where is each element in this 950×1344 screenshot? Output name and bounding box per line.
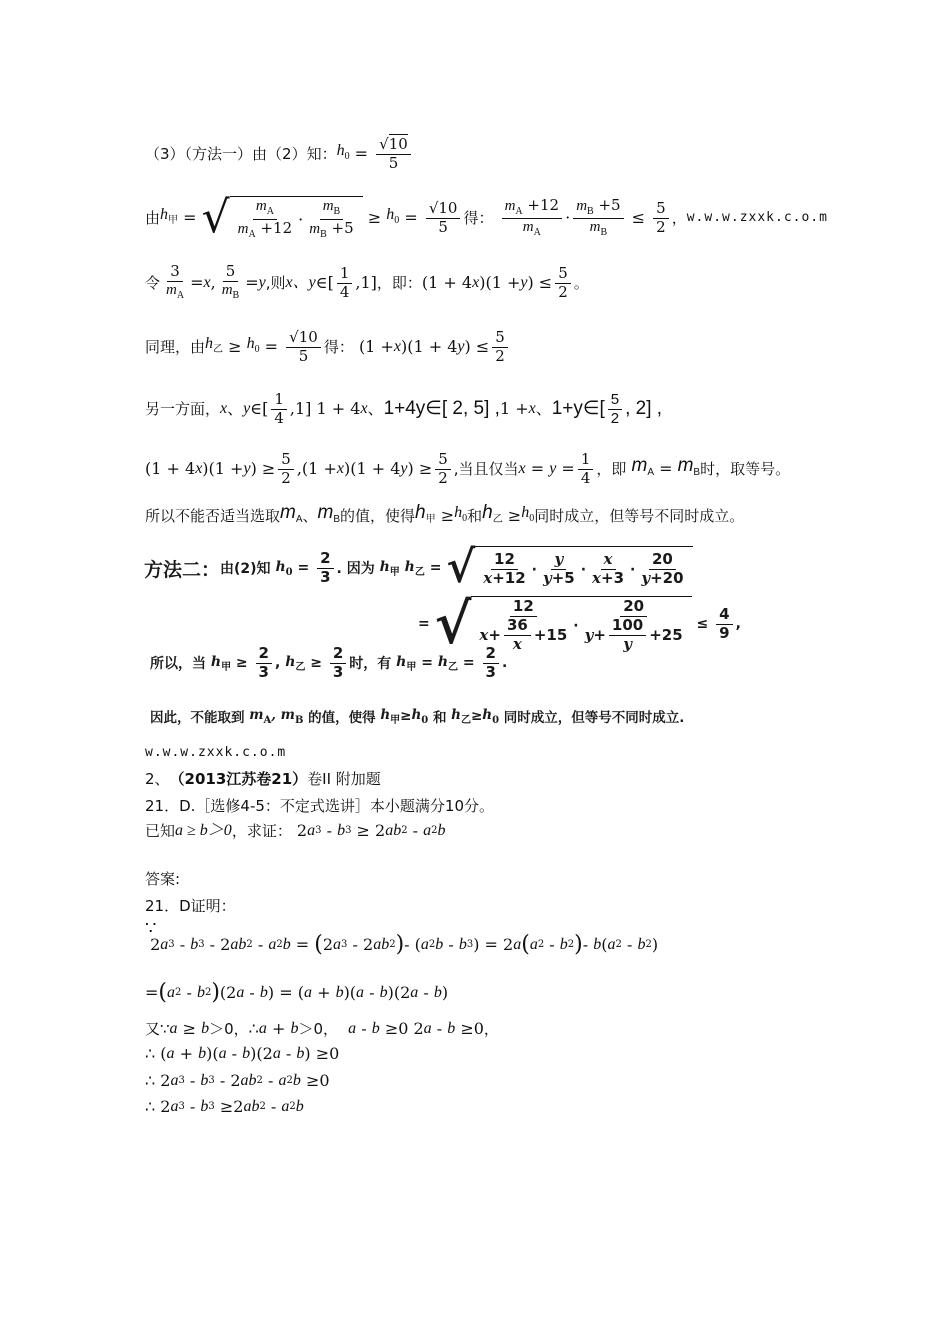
part3-line-3: 令 $\frac{3}{m_A}$ = x , $\frac{5}{m_B}$ = y ,则 x、y ∈[ $\frac{1}{4}$ ,1] ，即： (1 + 4 x )(1 + y ) ≤ $\frac{5}{2}$ 。	[145, 262, 589, 302]
sqrt10-over-5: $\frac{√10}{5}$	[376, 137, 411, 172]
answer-label: 答案:	[145, 870, 181, 888]
q21-given: 已知 a ≥ b＞0 ，求证： 2 a 3 - b 3 ≥ 2 ab 2 - a 2 b	[145, 821, 446, 840]
part3-line-2: 由 $h_甲$ = √ $\frac{m_A}{m_A +12}$ · $\frac{m_B}{m_B +5}$ ≥ $h_0$ = $\frac{√10}{5}$ 得： $\frac{m_A +12}{m_A}$ · $\frac{m_B +5}{m_B}$ ≤ $\frac{5}{2}$ ， w.w.w.zxxk.c.o.m	[145, 192, 828, 243]
proof-line-1: 2 a 3 - b 3 - 2 ab 2 - a 2 b = ( 2 a 3 - 2 ab 2 ) - ( a 2 b - b 3 ) = 2 a ( a 2 - b 2 ) - b ( a 2 - b 2 )	[145, 932, 659, 957]
proof-because: ∵	[145, 918, 157, 939]
proof-line-2: = ( a 2 - b 2 ) (2 a - b ) = ( a + b )( a - b )(2 a - b )	[145, 980, 449, 1005]
h0-symbol: $h_0$	[336, 142, 350, 162]
proof-label: 21．D证明：	[145, 897, 236, 915]
part3-intro-line: （3）（方法一）由（2）知： $h_0$ = $\frac{√10}{5}$	[145, 132, 414, 176]
proof-line-3: 又∵ a ≥ b ＞0， ∴ a + b ＞0， a - b ≥0 2 a - b ≥0 ，	[145, 1019, 499, 1038]
watermark-1: w.w.w.zxxk.c.o.m	[686, 210, 828, 225]
part3-line-6: (1 + 4 x )(1 + y ) ≥ $\frac{5}{2}$ ,(1 + x )(1 + 4 y ) ≥ $\frac{5}{2}$ ,当且仅当 x = y = $\frac{1}{4}$ ，即 $m_A$ = $m_B$ 时，取等号。	[145, 449, 791, 487]
method2-line-3: 所以，当 $h_甲$ ≥ $\frac{2}{3}$ , $h_乙$ ≥ $\frac{2}{3}$ 时，有 $h_甲$ = $h_乙$ = $\frac{2}{3}$ .	[150, 644, 508, 681]
q2-heading: 2、 （2013江苏卷21） 卷II 附加题	[145, 770, 381, 788]
proof-line-5: ∴ 2 a 3 - b 3 - 2 ab 2 - a 2 b ≥0	[145, 1071, 330, 1090]
watermark-2-line	[145, 742, 286, 764]
part3-line-5: 另一方面， x 、 y ∈[ $\frac{1}{4}$ ,1] 1 + 4 x 、 1+4y∈[ 2, 5] , 1 + x 、 1+y∈[ $\frac{5}{2}$ , 2] ,	[145, 389, 663, 427]
q21-intro: 21．D.［选修4-5：不定式选讲］本小题满分10分。	[145, 797, 494, 815]
proof-line-4: ∴ ( a + b )( a - b )(2 a - b ) ≥0	[145, 1044, 340, 1063]
part3-line-4: 同理，由 $h_乙$ ≥ $h_0$ = $\frac{√10}{5}$ 得： (1 + x )(1 + 4 y ) ≤ $\frac{5}{2}$	[145, 322, 511, 372]
proof-line-6: ∴ 2 a 3 - b 3 ≥2 ab 2 - a 2 b	[145, 1097, 304, 1116]
part3-intro: （3）（方法一）由（2）知：	[145, 145, 337, 163]
method2-line-1: 方法二： 由(2)知 $h_0$ = $\frac{2}{3}$ . 因为 $h_甲$ $h_乙$ = √ $\frac{12}{x+12}$ · $\frac{y}{y+5}$ · $\frac{x}{x+3}$ · $\frac{20}{y+20}$	[144, 546, 693, 590]
method2-line-2: = √ 12 x+ $\frac{36}{x}$ +15 · 20 y+ $\frac{100}{y}$ +25 ≤ $\frac{4}{9}$ ,	[418, 591, 741, 657]
part3-conclusion: 所以不能否适当选取 $m_A$ 、 $m_B$ 的值，使得 $h_甲$ ≥ $h_0$ 和 $h_乙$ ≥ $h_0$ 同时成立，但等号不同时成立。	[145, 501, 745, 525]
watermark-2: w.w.w.zxxk.c.o.m	[145, 745, 287, 760]
method2-block	[138, 540, 741, 740]
sqrt-h-jia: √ $\frac{m_A}{m_A +12}$ · $\frac{m_B}{m_B +5}$	[202, 196, 363, 240]
method2-line-4: 因此，不能取到 $m_A$, $m_B$ 的值，使得 $h_甲$ ≥ $h_0$ 和 $h_乙$ ≥ $h_0$ 同时成立，但等号不同时成立.	[150, 706, 685, 726]
